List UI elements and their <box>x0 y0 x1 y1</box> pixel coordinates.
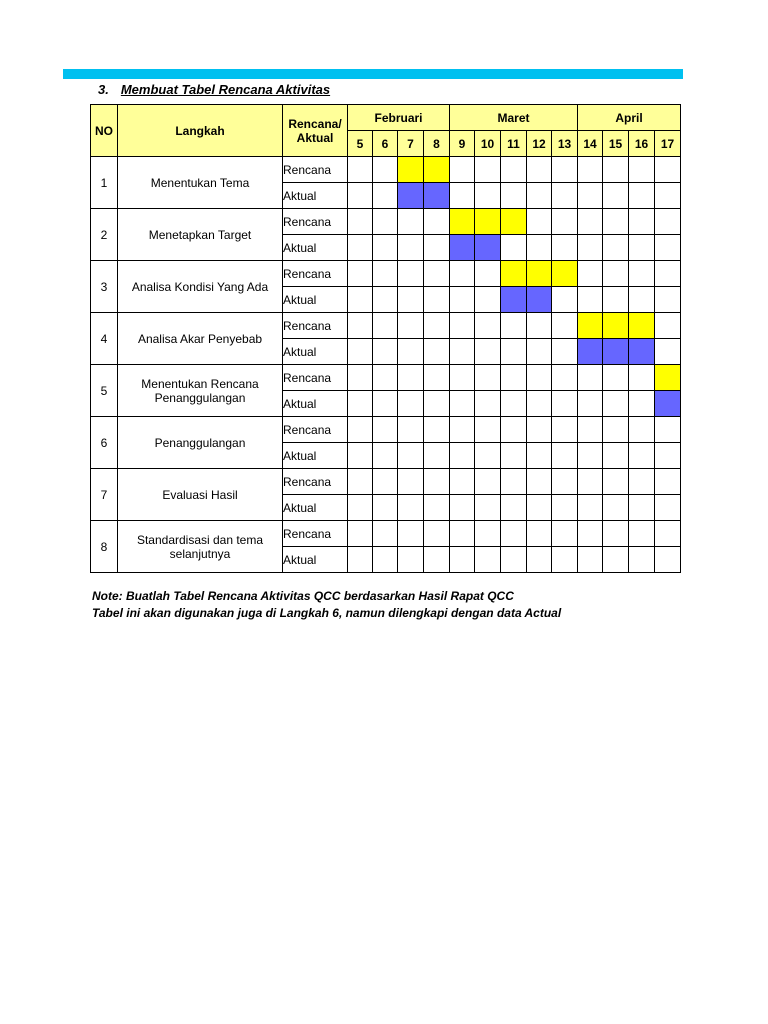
gantt-cell-rencana-filled <box>501 261 527 287</box>
gantt-cell-empty <box>348 443 373 469</box>
gantt-cell-empty <box>348 339 373 365</box>
week-header: 7 <box>398 131 424 157</box>
gantt-cell-empty <box>348 547 373 573</box>
gantt-cell-empty <box>475 417 501 443</box>
gantt-cell-empty <box>603 261 629 287</box>
gantt-cell-empty <box>603 235 629 261</box>
gantt-cell-empty <box>578 287 603 313</box>
week-header: 11 <box>501 131 527 157</box>
gantt-cell-aktual-filled <box>527 287 552 313</box>
gantt-cell-empty <box>578 183 603 209</box>
gantt-cell-empty <box>373 417 398 443</box>
step-number: 5 <box>91 365 118 417</box>
gantt-cell-empty <box>398 261 424 287</box>
step-name <box>118 157 283 209</box>
gantt-cell-empty <box>348 469 373 495</box>
week-header: 15 <box>603 131 629 157</box>
gantt-cell-empty <box>450 183 475 209</box>
gantt-cell-empty <box>373 209 398 235</box>
gantt-cell-empty <box>348 209 373 235</box>
gantt-cell-aktual-filled <box>603 339 629 365</box>
gantt-cell-empty <box>450 443 475 469</box>
gantt-cell-empty <box>373 443 398 469</box>
gantt-cell-empty <box>527 547 552 573</box>
gantt-cell-empty <box>527 183 552 209</box>
week-header: 9 <box>450 131 475 157</box>
gantt-cell-empty <box>527 365 552 391</box>
row-label-aktual: Aktual <box>283 339 348 365</box>
gantt-cell-empty <box>527 209 552 235</box>
row-label-rencana: Rencana <box>283 469 348 495</box>
gantt-cell-empty <box>629 183 655 209</box>
header-aktual-label: Aktual <box>296 130 334 145</box>
header-month-maret: Maret <box>450 105 578 131</box>
gantt-cell-empty <box>629 391 655 417</box>
step-name-line: Evaluasi Hasil <box>162 487 238 502</box>
gantt-cell-empty <box>655 313 681 339</box>
step-number: 7 <box>91 469 118 521</box>
gantt-cell-empty <box>655 235 681 261</box>
table-row-rencana <box>91 417 681 443</box>
step-name-line: selanjutnya <box>169 546 231 561</box>
gantt-cell-empty <box>578 443 603 469</box>
gantt-cell-empty <box>475 287 501 313</box>
header-no: NO <box>91 105 118 157</box>
gantt-cell-rencana-filled <box>424 157 450 183</box>
step-name <box>118 417 283 469</box>
gantt-cell-empty <box>629 547 655 573</box>
gantt-cell-empty <box>450 469 475 495</box>
table-row-rencana <box>91 209 681 235</box>
gantt-cell-empty <box>629 157 655 183</box>
gantt-cell-empty <box>424 365 450 391</box>
gantt-cell-rencana-filled <box>398 157 424 183</box>
gantt-cell-empty <box>552 209 578 235</box>
gantt-cell-empty <box>424 443 450 469</box>
row-label-rencana: Rencana <box>283 157 348 183</box>
gantt-cell-empty <box>552 157 578 183</box>
gantt-cell-empty <box>552 469 578 495</box>
gantt-cell-empty <box>501 417 527 443</box>
gantt-cell-empty <box>398 417 424 443</box>
week-header: 6 <box>373 131 398 157</box>
gantt-cell-empty <box>424 313 450 339</box>
gantt-cell-empty <box>501 235 527 261</box>
gantt-cell-empty <box>398 339 424 365</box>
gantt-cell-empty <box>373 287 398 313</box>
gantt-cell-empty <box>501 495 527 521</box>
gantt-cell-empty <box>398 469 424 495</box>
gantt-cell-empty <box>475 495 501 521</box>
gantt-cell-empty <box>603 287 629 313</box>
gantt-cell-empty <box>655 209 681 235</box>
gantt-cell-empty <box>373 365 398 391</box>
gantt-cell-empty <box>348 313 373 339</box>
note-line-1: Note: Buatlah Tabel Rencana Aktivitas QCC berdasarkan Hasil Rapat QCC <box>92 589 514 603</box>
row-label-rencana: Rencana <box>283 261 348 287</box>
gantt-cell-empty <box>552 495 578 521</box>
step-name-line: Analisa Akar Penyebab <box>137 331 263 346</box>
gantt-cell-empty <box>348 391 373 417</box>
week-header: 13 <box>552 131 578 157</box>
step-name <box>118 469 283 521</box>
gantt-cell-empty <box>552 339 578 365</box>
gantt-cell-empty <box>501 313 527 339</box>
step-number: 2 <box>91 209 118 261</box>
gantt-cell-empty <box>348 365 373 391</box>
section-number: 3. <box>98 82 109 97</box>
gantt-cell-empty <box>527 443 552 469</box>
gantt-cell-empty <box>424 391 450 417</box>
gantt-cell-empty <box>398 287 424 313</box>
gantt-cell-empty <box>373 157 398 183</box>
row-label-aktual: Aktual <box>283 287 348 313</box>
gantt-cell-empty <box>578 391 603 417</box>
gantt-cell-empty <box>424 417 450 443</box>
table-row-rencana <box>91 261 681 287</box>
gantt-cell-empty <box>501 339 527 365</box>
gantt-cell-empty <box>578 235 603 261</box>
gantt-cell-empty <box>475 443 501 469</box>
gantt-cell-empty <box>552 391 578 417</box>
gantt-cell-aktual-filled <box>578 339 603 365</box>
gantt-cell-empty <box>475 469 501 495</box>
gantt-cell-aktual-filled <box>475 235 501 261</box>
activity-plan-table <box>90 104 681 573</box>
gantt-cell-rencana-filled <box>655 365 681 391</box>
week-header: 12 <box>527 131 552 157</box>
gantt-cell-empty <box>373 313 398 339</box>
gantt-cell-aktual-filled <box>450 235 475 261</box>
note-block <box>92 588 561 622</box>
gantt-cell-empty <box>475 339 501 365</box>
step-name <box>118 261 283 313</box>
gantt-cell-empty <box>450 339 475 365</box>
gantt-cell-empty <box>450 391 475 417</box>
gantt-cell-rencana-filled <box>450 209 475 235</box>
gantt-cell-empty <box>424 469 450 495</box>
header-month-februari: Februari <box>348 105 450 131</box>
gantt-cell-empty <box>603 495 629 521</box>
week-header: 5 <box>348 131 373 157</box>
gantt-cell-empty <box>552 313 578 339</box>
gantt-cell-empty <box>398 495 424 521</box>
gantt-cell-empty <box>655 183 681 209</box>
gantt-cell-empty <box>578 365 603 391</box>
gantt-cell-empty <box>629 287 655 313</box>
gantt-cell-empty <box>552 287 578 313</box>
gantt-cell-empty <box>501 469 527 495</box>
step-number: 4 <box>91 313 118 365</box>
step-name <box>118 521 283 573</box>
header-rencana-aktual <box>283 105 348 157</box>
step-number: 1 <box>91 157 118 209</box>
gantt-cell-empty <box>475 261 501 287</box>
gantt-cell-empty <box>398 313 424 339</box>
step-name-line: Menentukan Tema <box>150 175 250 190</box>
gantt-cell-empty <box>655 157 681 183</box>
gantt-cell-empty <box>578 261 603 287</box>
gantt-cell-empty <box>475 391 501 417</box>
gantt-cell-empty <box>373 183 398 209</box>
gantt-cell-empty <box>527 235 552 261</box>
gantt-cell-empty <box>373 521 398 547</box>
gantt-cell-empty <box>552 521 578 547</box>
gantt-cell-rencana-filled <box>603 313 629 339</box>
step-number: 8 <box>91 521 118 573</box>
gantt-cell-empty <box>655 469 681 495</box>
gantt-cell-empty <box>655 443 681 469</box>
gantt-cell-empty <box>578 521 603 547</box>
week-header: 17 <box>655 131 681 157</box>
gantt-cell-empty <box>373 339 398 365</box>
step-number: 3 <box>91 261 118 313</box>
step-name-line: Analisa Kondisi Yang Ada <box>131 279 269 294</box>
plan-table-body <box>91 157 681 573</box>
gantt-cell-empty <box>348 183 373 209</box>
gantt-cell-empty <box>501 391 527 417</box>
gantt-cell-empty <box>373 547 398 573</box>
gantt-cell-empty <box>501 443 527 469</box>
gantt-cell-empty <box>424 495 450 521</box>
gantt-cell-empty <box>424 521 450 547</box>
gantt-cell-empty <box>552 235 578 261</box>
gantt-cell-empty <box>603 209 629 235</box>
gantt-cell-empty <box>603 547 629 573</box>
gantt-cell-empty <box>527 339 552 365</box>
gantt-cell-aktual-filled <box>629 339 655 365</box>
gantt-cell-empty <box>603 157 629 183</box>
gantt-cell-empty <box>475 313 501 339</box>
gantt-cell-empty <box>501 183 527 209</box>
gantt-cell-empty <box>527 469 552 495</box>
row-label-rencana: Rencana <box>283 365 348 391</box>
gantt-cell-empty <box>475 157 501 183</box>
gantt-cell-empty <box>629 521 655 547</box>
gantt-cell-rencana-filled <box>552 261 578 287</box>
gantt-cell-aktual-filled <box>501 287 527 313</box>
step-name-line: Standardisasi dan tema <box>136 532 264 547</box>
gantt-cell-empty <box>578 209 603 235</box>
gantt-cell-empty <box>527 313 552 339</box>
header-rencana-label: Rencana/ <box>288 116 342 131</box>
gantt-cell-empty <box>552 365 578 391</box>
step-name-line: Penanggulangan <box>154 390 246 405</box>
gantt-cell-empty <box>450 547 475 573</box>
gantt-cell-rencana-filled <box>629 313 655 339</box>
gantt-cell-empty <box>578 417 603 443</box>
gantt-cell-empty <box>527 521 552 547</box>
top-accent-bar <box>63 69 683 79</box>
gantt-cell-rencana-filled <box>475 209 501 235</box>
gantt-cell-aktual-filled <box>655 391 681 417</box>
table-row-rencana <box>91 365 681 391</box>
step-name-line: Menetapkan Target <box>148 227 252 242</box>
gantt-cell-empty <box>629 365 655 391</box>
gantt-cell-empty <box>578 469 603 495</box>
gantt-cell-empty <box>629 495 655 521</box>
gantt-cell-empty <box>501 547 527 573</box>
gantt-cell-empty <box>655 261 681 287</box>
row-label-rencana: Rencana <box>283 417 348 443</box>
gantt-cell-empty <box>450 261 475 287</box>
week-header: 8 <box>424 131 450 157</box>
gantt-cell-empty <box>450 365 475 391</box>
gantt-cell-empty <box>424 547 450 573</box>
step-name <box>118 209 283 261</box>
gantt-cell-empty <box>424 209 450 235</box>
step-name <box>118 313 283 365</box>
gantt-cell-empty <box>629 417 655 443</box>
row-label-aktual: Aktual <box>283 183 348 209</box>
gantt-cell-empty <box>398 235 424 261</box>
gantt-cell-empty <box>475 183 501 209</box>
gantt-cell-empty <box>348 287 373 313</box>
gantt-cell-empty <box>424 339 450 365</box>
gantt-cell-empty <box>450 521 475 547</box>
row-label-aktual: Aktual <box>283 235 348 261</box>
week-header: 10 <box>475 131 501 157</box>
gantt-cell-empty <box>398 209 424 235</box>
section-heading <box>98 82 330 97</box>
gantt-cell-empty <box>450 287 475 313</box>
row-label-aktual: Aktual <box>283 547 348 573</box>
gantt-cell-empty <box>450 157 475 183</box>
step-name-line: Penanggulangan <box>154 435 246 450</box>
gantt-cell-empty <box>373 261 398 287</box>
gantt-cell-empty <box>603 183 629 209</box>
note-line-2: Tabel ini akan digunakan juga di Langkah 6, namun dilengkapi dengan data Actual <box>92 606 562 620</box>
gantt-cell-aktual-filled <box>424 183 450 209</box>
gantt-cell-empty <box>475 547 501 573</box>
gantt-cell-empty <box>552 547 578 573</box>
gantt-cell-empty <box>629 235 655 261</box>
gantt-cell-empty <box>501 157 527 183</box>
gantt-cell-empty <box>424 261 450 287</box>
gantt-cell-rencana-filled <box>578 313 603 339</box>
gantt-cell-empty <box>424 287 450 313</box>
gantt-cell-empty <box>373 469 398 495</box>
gantt-cell-empty <box>501 365 527 391</box>
gantt-cell-empty <box>527 391 552 417</box>
gantt-cell-empty <box>527 495 552 521</box>
gantt-cell-empty <box>629 443 655 469</box>
gantt-cell-empty <box>629 209 655 235</box>
gantt-cell-empty <box>629 261 655 287</box>
gantt-cell-empty <box>348 261 373 287</box>
gantt-cell-empty <box>603 417 629 443</box>
section-title: Membuat Tabel Rencana Aktivitas <box>120 82 331 97</box>
gantt-cell-empty <box>475 521 501 547</box>
step-name <box>118 365 283 417</box>
row-label-rencana: Rencana <box>283 209 348 235</box>
gantt-cell-empty <box>398 443 424 469</box>
gantt-cell-empty <box>398 521 424 547</box>
gantt-cell-empty <box>348 417 373 443</box>
gantt-cell-empty <box>629 469 655 495</box>
gantt-cell-empty <box>655 495 681 521</box>
row-label-aktual: Aktual <box>283 443 348 469</box>
row-label-aktual: Aktual <box>283 391 348 417</box>
gantt-cell-empty <box>603 443 629 469</box>
gantt-cell-empty <box>373 495 398 521</box>
gantt-cell-empty <box>655 547 681 573</box>
header-langkah: Langkah <box>118 105 283 157</box>
gantt-cell-empty <box>348 521 373 547</box>
gantt-cell-aktual-filled <box>398 183 424 209</box>
gantt-cell-rencana-filled <box>527 261 552 287</box>
gantt-cell-empty <box>655 287 681 313</box>
step-name-line: Menentukan Rencana <box>141 376 259 391</box>
gantt-cell-empty <box>398 365 424 391</box>
gantt-cell-empty <box>552 183 578 209</box>
table-row-rencana <box>91 469 681 495</box>
gantt-cell-empty <box>348 495 373 521</box>
gantt-cell-empty <box>348 235 373 261</box>
gantt-cell-empty <box>398 547 424 573</box>
gantt-cell-empty <box>373 391 398 417</box>
table-row-rencana <box>91 157 681 183</box>
gantt-cell-empty <box>578 157 603 183</box>
gantt-cell-empty <box>450 313 475 339</box>
row-label-aktual: Aktual <box>283 495 348 521</box>
gantt-cell-empty <box>603 391 629 417</box>
step-number: 6 <box>91 417 118 469</box>
gantt-cell-empty <box>552 443 578 469</box>
week-header: 16 <box>629 131 655 157</box>
gantt-cell-empty <box>552 417 578 443</box>
table-row-rencana <box>91 313 681 339</box>
gantt-cell-empty <box>655 339 681 365</box>
gantt-cell-empty <box>578 547 603 573</box>
gantt-cell-empty <box>398 391 424 417</box>
gantt-cell-empty <box>603 521 629 547</box>
gantt-cell-empty <box>527 417 552 443</box>
gantt-cell-empty <box>475 365 501 391</box>
gantt-cell-empty <box>424 235 450 261</box>
week-header: 14 <box>578 131 603 157</box>
gantt-cell-empty <box>603 365 629 391</box>
gantt-cell-empty <box>527 157 552 183</box>
gantt-cell-empty <box>373 235 398 261</box>
table-row-rencana <box>91 521 681 547</box>
gantt-cell-empty <box>655 521 681 547</box>
header-month-april: April <box>578 105 681 131</box>
gantt-cell-empty <box>655 417 681 443</box>
gantt-cell-empty <box>501 521 527 547</box>
gantt-cell-empty <box>450 495 475 521</box>
gantt-cell-empty <box>578 495 603 521</box>
row-label-rencana: Rencana <box>283 313 348 339</box>
gantt-cell-empty <box>348 157 373 183</box>
gantt-cell-empty <box>603 469 629 495</box>
gantt-cell-empty <box>450 417 475 443</box>
row-label-rencana: Rencana <box>283 521 348 547</box>
gantt-cell-rencana-filled <box>501 209 527 235</box>
